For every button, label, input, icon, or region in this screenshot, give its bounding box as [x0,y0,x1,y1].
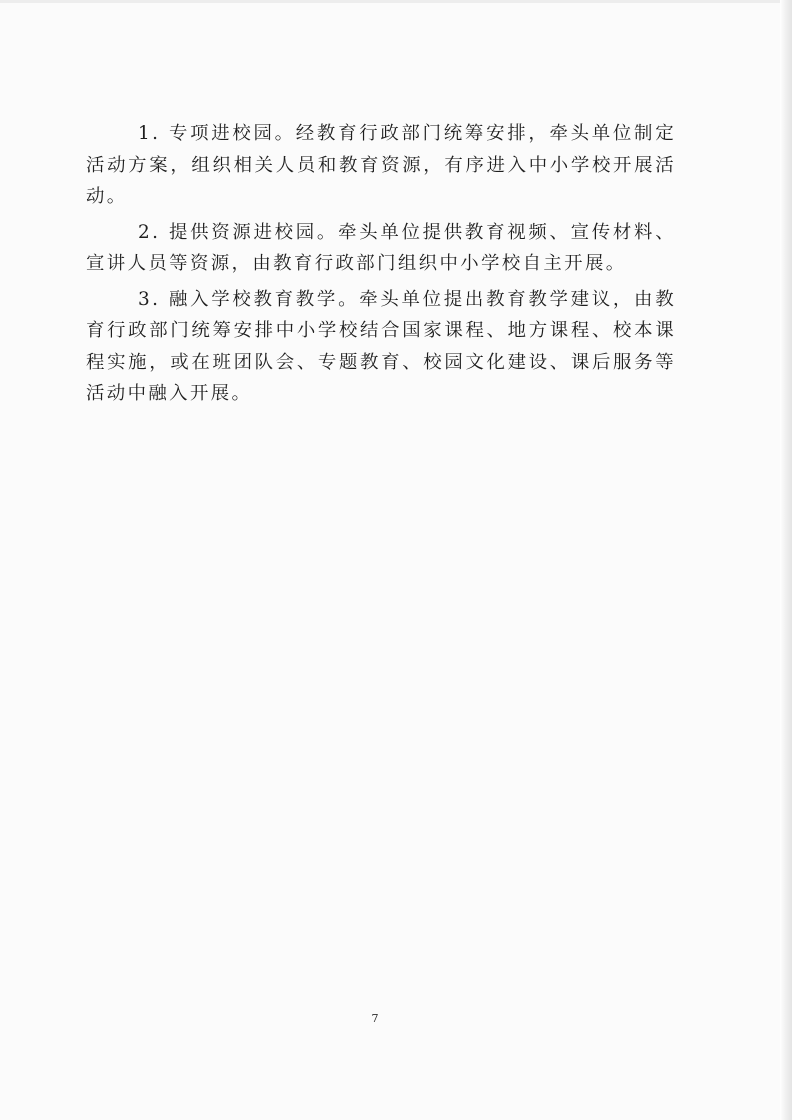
scan-top-edge [0,0,792,3]
paragraph-1: 1. 专项进校园。经教育行政部门统筹安排，牵头单位制定活动方案，组织相关人员和教育资源，有序进入中小学校开展活动。 [86,123,676,207]
body-text [86,118,676,414]
page-number: 7 [371,1012,379,1025]
paragraph-3: 3. 融入学校教育教学。牵头单位提出教育教学建议，由教育行政部门统筹安排中小学校结合国家课程、地方课程、校本课程实施，或在班团队会、专题教育、校园文化建设、课后服务等活动中融入开展。 [86,288,676,404]
scan-right-edge [780,0,792,1120]
paragraph-2: 2. 提供资源进校园。牵头单位提供教育视频、宣传材料、宣讲人员等资源，由教育行政部门组织中小学校自主开展。 [86,221,676,274]
